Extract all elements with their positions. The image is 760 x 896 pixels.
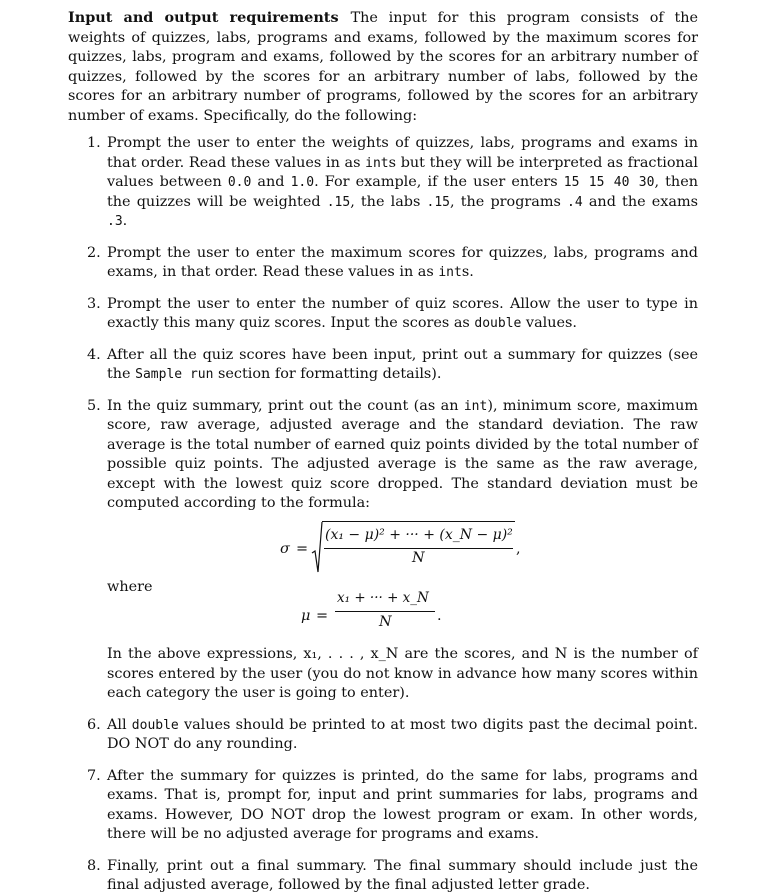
item-number: 5. bbox=[87, 397, 101, 414]
mu-denominator: N bbox=[379, 614, 392, 630]
sigma-symbol: σ bbox=[280, 540, 290, 557]
formula-explanation: In the above expressions, x₁, . . . , x_N are the scores, and N is the number of scores entered by the user (you do not know in advance how many scores within each category the user is going to enter). bbox=[107, 646, 698, 701]
item-text: Prompt the user to enter the maximum scores for quizzes, labs, programs and exams, in that order. Read these values in as ints. bbox=[107, 244, 698, 280]
mu-numerator: x₁ + ··· + x_N bbox=[337, 590, 429, 606]
item-number: 3. bbox=[87, 295, 101, 312]
item-text: Prompt the user to enter the number of quiz scores. Allow the user to type in exactly this many quiz scores. Input the scores as double values. bbox=[107, 295, 698, 331]
mu-symbol: μ bbox=[301, 608, 311, 624]
list-item bbox=[68, 244, 698, 283]
item-text: Finally, print out a final summary. The final summary should include just the final adjusted average, followed by the final adjusted letter grade. bbox=[107, 857, 698, 893]
item-number: 1. bbox=[87, 135, 101, 151]
list-item bbox=[68, 767, 698, 845]
equals-sign: = bbox=[296, 540, 309, 557]
sigma-numerator: (x₁ − μ)² + ··· + (x_N − μ)² bbox=[325, 526, 513, 543]
list-item bbox=[68, 397, 698, 704]
list-item bbox=[68, 346, 698, 385]
item-text: After the summary for quizzes is printed, do the same for labs, programs and exams. That is, prompt for, input and print summaries for labs, programs and exams. However, DO NOT drop the lowest program or exam. In other words, there will be no adjusted average for programs and exams. bbox=[107, 767, 698, 842]
fraction-bar bbox=[335, 611, 435, 612]
item-number: 2. bbox=[87, 244, 101, 261]
code-int: int bbox=[365, 155, 389, 171]
list-item bbox=[68, 857, 698, 896]
section-heading: Input and output requirements bbox=[68, 9, 339, 26]
item-number: 8. bbox=[87, 857, 101, 874]
item-text: After all the quiz scores have been input, print out a summary for quizzes (see the Sample run section for formatting details). bbox=[107, 346, 698, 382]
mean-formula: μ = x₁ + ··· + x_N N . bbox=[107, 597, 698, 643]
radical-sign bbox=[311, 520, 323, 576]
sigma-denominator: N bbox=[412, 549, 425, 566]
item-text: All double values should be printed to at most two digits past the decimal point. DO NOT do any rounding. bbox=[107, 716, 699, 752]
list-item bbox=[68, 295, 698, 334]
std-dev-formula: σ = (x₁ − μ)² + ··· + (x_N − μ)² N , bbox=[107, 520, 698, 576]
item-text: In the quiz summary, print out the count (as an int), minimum score, maximum score, raw average, adjusted average and the standard deviation. The raw average is the total number of earned quiz points divided by the total number of possible quiz points. The adjusted average is the same as the raw average, except with the lowest quiz score dropped. The standard deviation must be computed according to the formula: bbox=[107, 397, 698, 511]
requirements-list bbox=[68, 134, 698, 896]
where-label: where bbox=[107, 578, 153, 595]
intro-text: The input for this program consists of the weights of quizzes, labs, programs and exams, followed by the maximum scores for quizzes, labs, program and exams, followed by the scores for an arbitrary number of quizzes, followed by the scores for an arbitrary number of labs, followed by the scores for an arbitrary number of programs, followed by the scores for an arbitrary number of exams. Specifically, do the following: bbox=[68, 10, 699, 124]
radical-overline bbox=[322, 521, 515, 522]
item-number: 4. bbox=[87, 346, 101, 363]
list-item bbox=[68, 134, 698, 232]
item-text: Prompt the user to enter the weights of quizzes, labs, programs and exams in that order. Read these values in as ints but they will be interpreted as fractional values between 0.0 and 1.0. For example, if the user enters 15 15 40 30, then the quizzes will be weighted .15, the labs .15, the programs .4 and the exams .3. bbox=[107, 135, 698, 229]
item-number: 7. bbox=[87, 767, 101, 784]
list-item bbox=[68, 716, 698, 755]
item-number: 6. bbox=[87, 716, 101, 733]
intro-paragraph bbox=[68, 8, 698, 126]
